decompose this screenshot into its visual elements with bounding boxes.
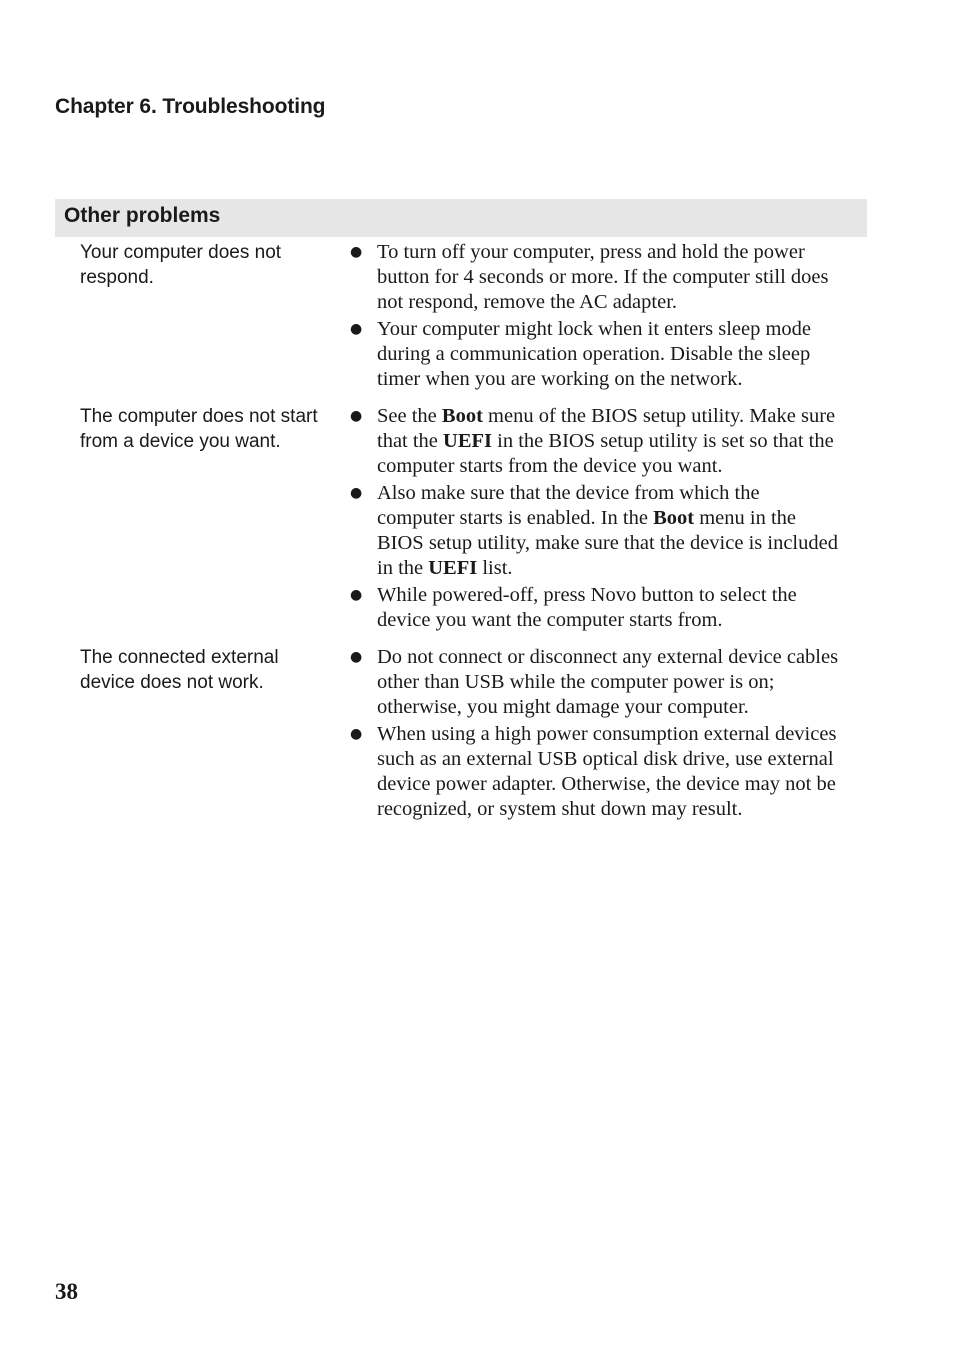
problems-table (55, 240, 867, 824)
solution-list (325, 645, 842, 824)
bullet-icon: ● (350, 587, 363, 603)
emphasis-text: UEFI (443, 430, 493, 452)
bullet-icon: ● (350, 321, 363, 337)
solution-text: menu of the BIOS setup utility. Make sure that the (377, 405, 836, 452)
solution-text: Do not connect or disconnect any external device cables other than USB while the computer power is on; otherwise, you might damage your computer. (377, 646, 839, 718)
problem-symptom: The connected external device does not work. (80, 647, 279, 693)
problem-row (55, 404, 867, 635)
solution-item (350, 404, 842, 479)
solution-text: Also make sure that the device from which the computer starts is enabled. In the (377, 482, 760, 529)
problem-row (55, 240, 867, 394)
problem-symptom: Your computer does not respond. (80, 242, 282, 288)
solution-text: To turn off your computer, press and hold the power button for 4 seconds or more. If the computer still does not respond, remove the AC adapter. (377, 241, 829, 313)
solution-item (350, 583, 842, 633)
solution-list (325, 404, 842, 635)
solution-item (350, 722, 842, 822)
solution-list (325, 240, 842, 394)
bullet-icon: ● (350, 726, 363, 742)
solution-text: While powered-off, press Novo button to select the device you want the computer starts from. (377, 584, 797, 631)
emphasis-text: Boot (441, 405, 483, 427)
section-header-bar (55, 199, 867, 237)
solution-item (350, 317, 842, 392)
bullet-icon: ● (350, 244, 363, 260)
problem-row (55, 645, 867, 824)
emphasis-text: Boot (653, 507, 695, 529)
bullet-icon: ● (350, 485, 363, 501)
bullet-icon: ● (350, 649, 363, 665)
solution-item (350, 645, 842, 720)
solution-text: Your computer might lock when it enters sleep mode during a communication operation. Disable the sleep timer when you are working on the network. (377, 318, 812, 390)
bullet-icon: ● (350, 408, 363, 424)
section-title: Other problems (64, 204, 221, 227)
chapter-heading: Chapter 6. Troubleshooting (55, 95, 326, 118)
problem-symptom: The computer does not start from a device you want. (80, 406, 318, 452)
solution-text: menu in the BIOS setup utility, make sure that the device is included in the (377, 507, 838, 579)
page-number: 38 (55, 1279, 78, 1304)
solution-item (350, 240, 842, 315)
solution-text: in the BIOS setup utility is set so that the computer starts from the device you want. (377, 430, 834, 477)
solution-text: See the (377, 405, 442, 427)
solution-text: list. (477, 557, 513, 579)
solution-item (350, 481, 842, 581)
solution-text: When using a high power consumption external devices such as an external USB optical disk drive, use external device power adapter. Otherwise, the device may not be recognized, or system shut down may result. (377, 723, 837, 820)
emphasis-text: UEFI (428, 557, 478, 579)
